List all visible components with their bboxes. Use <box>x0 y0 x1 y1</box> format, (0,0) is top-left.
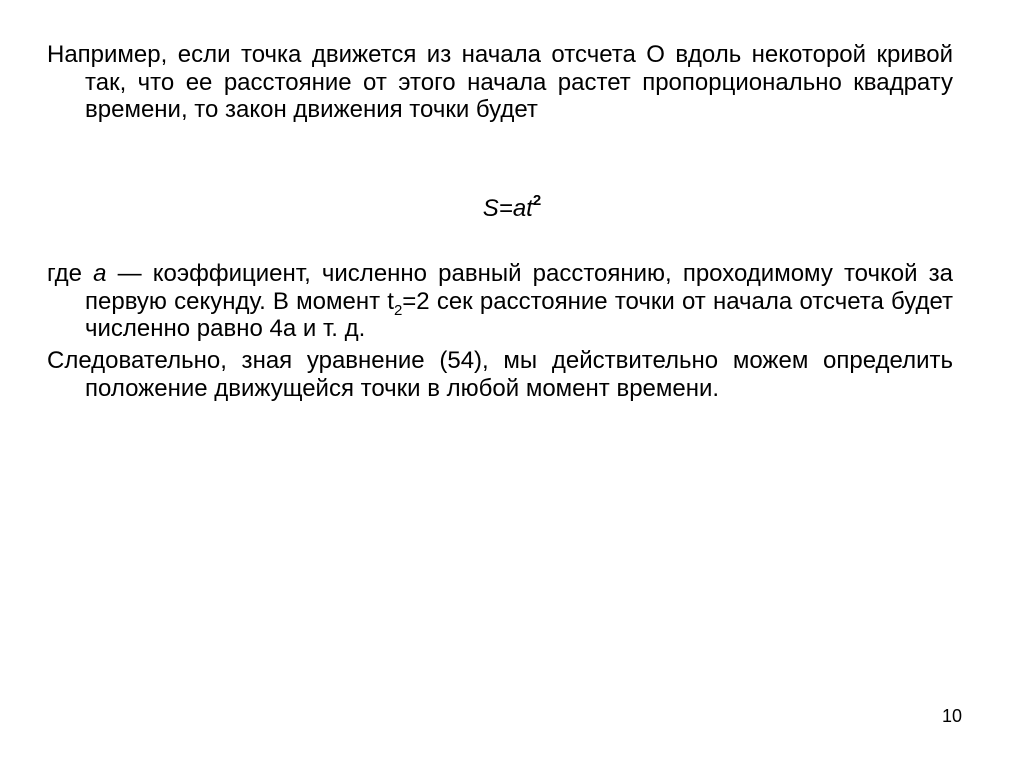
formula-base: S=at <box>482 195 533 222</box>
paragraph-motion-example <box>47 41 953 124</box>
paragraph-2-middle: — коэффициент, численно равный расстоянию, проходимому точкой за первую секунду. В момент t <box>85 260 953 315</box>
paragraph-coefficient-explanation <box>47 260 953 343</box>
paragraph-2-suffix: =2 сек расстояние точки от начала отсчета будет численно равно 4a и т. д. <box>85 287 953 342</box>
motion-law-formula <box>0 189 1024 223</box>
paragraph-conclusion <box>47 347 953 402</box>
formula-exponent: 2 <box>532 192 542 209</box>
page-number: 10 <box>941 706 962 726</box>
paragraph-2-variable: a <box>93 260 107 287</box>
paragraph-3-text: Следовательно, зная уравнение (54), мы действительно можем определить положение движущейся точки в любой момент времени. <box>47 347 953 402</box>
paragraph-2-prefix: где <box>47 260 94 287</box>
paragraph-2-subscript: 2 <box>393 301 403 319</box>
paragraph-1-text: Например, если точка движется из начала отсчета O вдоль некоторой кривой так, что ее расстояние от этого начала растет пропорционально квадрату времени, то закон движения точки будет <box>47 41 953 123</box>
